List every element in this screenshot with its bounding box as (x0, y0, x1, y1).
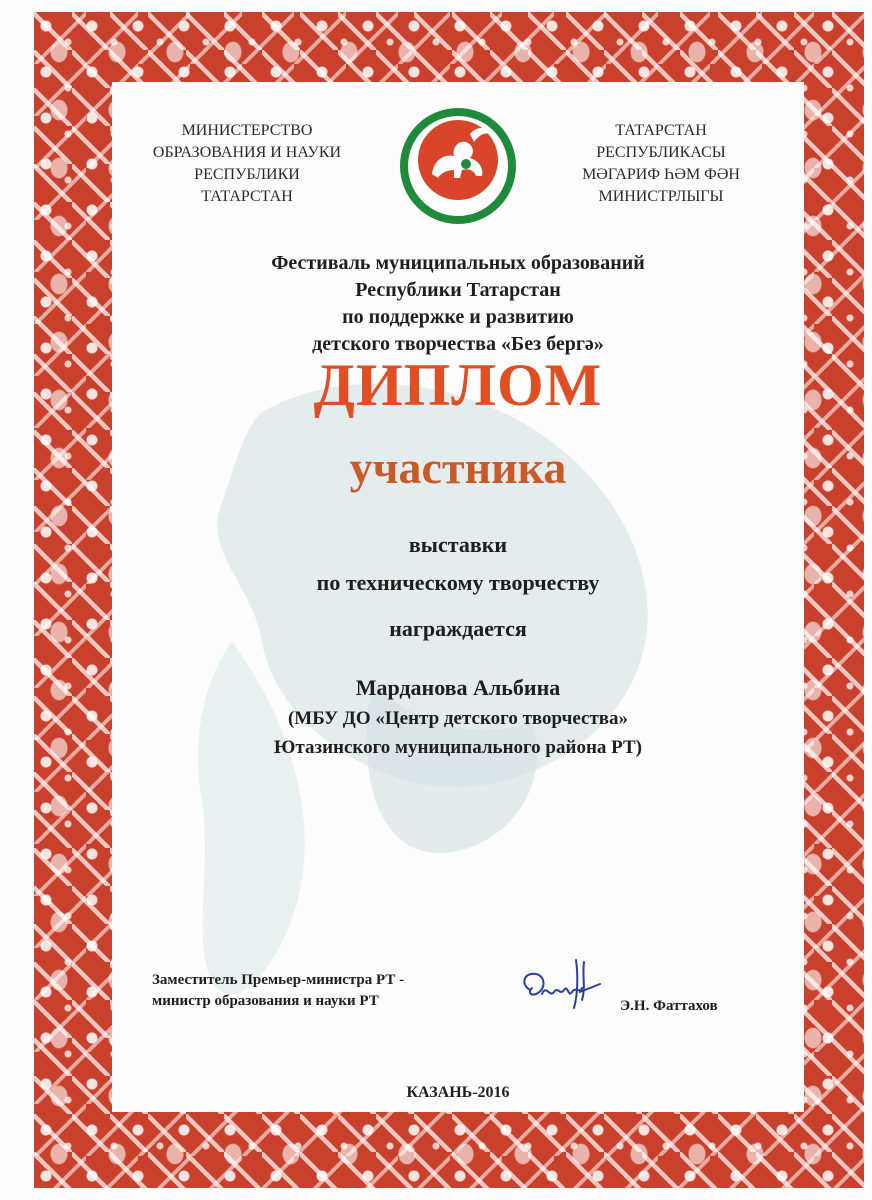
city-year: КАЗАНЬ-2016 (406, 1084, 510, 1101)
exhibition-line-1: выставки (408, 532, 508, 557)
tatarstan-emblem-icon (396, 104, 520, 228)
ministry-name-tatar (546, 120, 776, 208)
exhibition-description (112, 526, 804, 602)
recipient-organization-line-1: (МБУ ДО «Центр детского творчества» (287, 708, 629, 729)
signatory-title-line-1: Заместитель Премьер-министра РТ - (152, 972, 405, 988)
ministry-name-russian (142, 120, 352, 208)
festival-line: Республики Татарстан (355, 279, 561, 301)
ministry-ru-line: ТАТАРСТАН (201, 188, 293, 205)
ministry-tt-line: ТАТАРСТАН (615, 122, 707, 139)
ministry-ru-line: ОБРАЗОВАНИЯ И НАУКИ (152, 144, 342, 161)
diploma-subtitle: участника (349, 442, 567, 493)
handwritten-signature (516, 954, 616, 1014)
signatory-title-line-2: министр образования и науки РТ (152, 993, 379, 1009)
diploma-title: ДИПЛОМ (313, 352, 603, 418)
signatory-title (152, 970, 482, 1012)
emblem-caption: ТАТАРСТАН (434, 203, 482, 219)
festival-title (172, 250, 744, 358)
diploma-body (112, 82, 804, 1112)
ministry-tt-line: МИНИСТРЛЫГЫ (598, 188, 724, 205)
exhibition-line-2: по техническому творчеству (316, 570, 600, 595)
signatory-name: Э.Н. Фаттахов (620, 998, 718, 1014)
festival-line: Фестиваль муниципальных образований (271, 252, 645, 274)
recipient-name: Марданова Альбина (355, 675, 561, 700)
festival-line: детского творчества «Без бергә» (312, 333, 604, 355)
recipient-organization-line-2: Ютазинского муниципального района РТ) (274, 737, 642, 758)
ministry-tt-line: РЕСПУБЛИКАСЫ (596, 144, 726, 161)
festival-line: по поддержке и развитию (342, 306, 574, 328)
ministry-ru-line: РЕСПУБЛИКИ (194, 166, 300, 183)
ministry-tt-line: МӘГАРИФ ҺӘМ ФӘН (582, 166, 740, 183)
recipient-block (112, 672, 804, 762)
ministry-ru-line: МИНИСТЕРСТВО (181, 122, 313, 139)
awarded-label: награждается (389, 616, 527, 641)
